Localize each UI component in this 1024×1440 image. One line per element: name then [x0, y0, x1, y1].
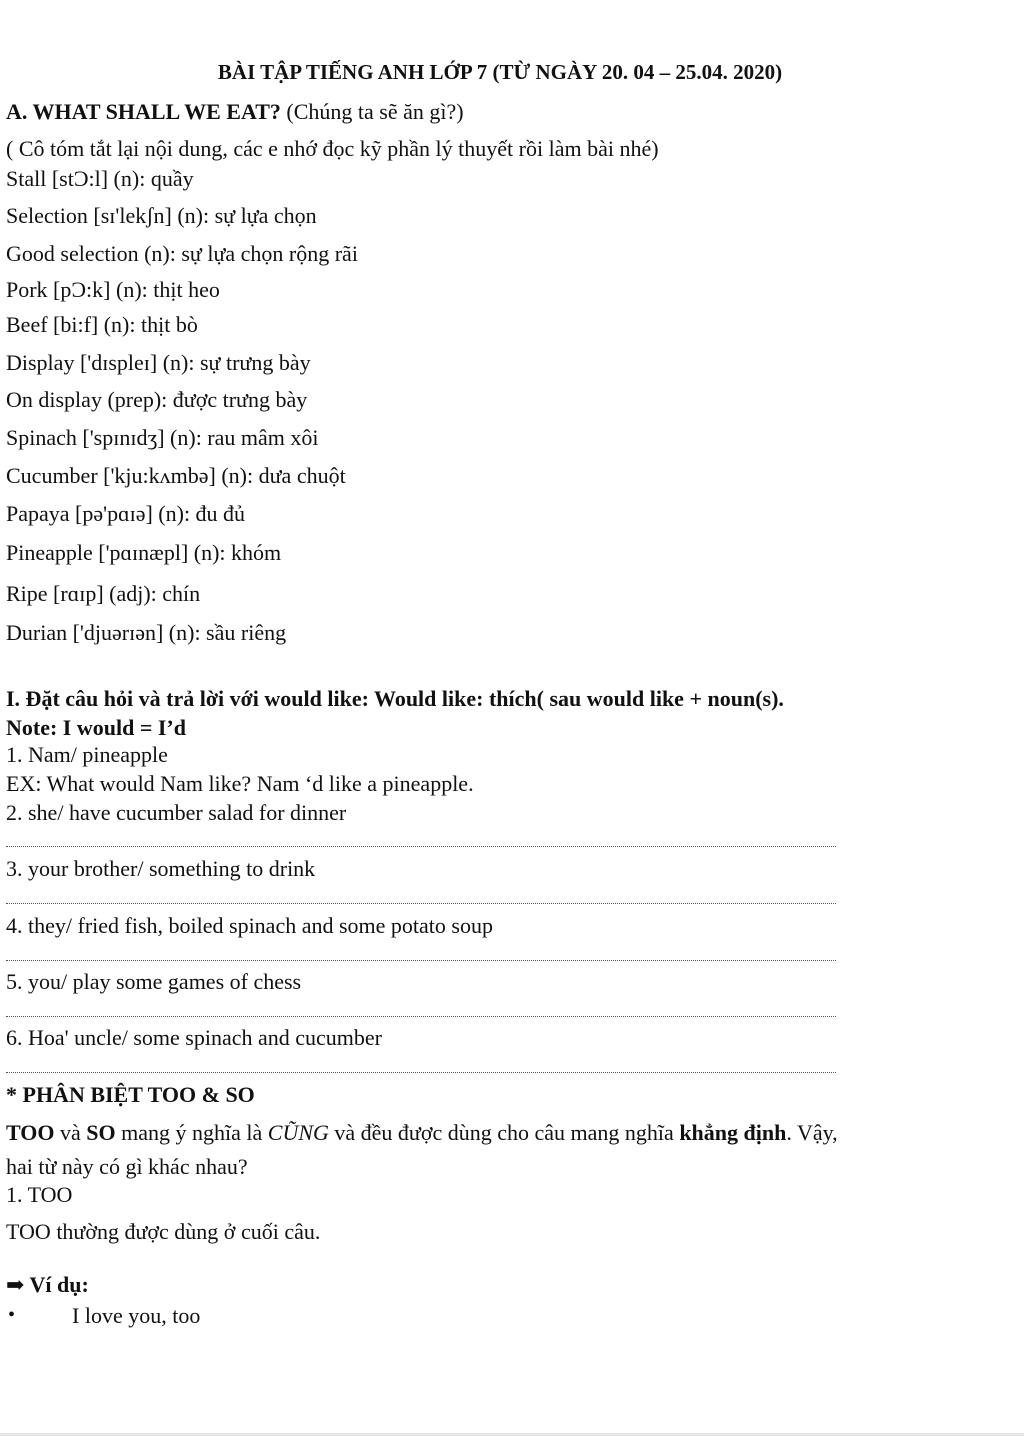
exercise-example: EX: What would Nam like? Nam ‘d like a pineapple. — [6, 771, 474, 796]
paragraph-text: . Vậy, — [786, 1120, 838, 1145]
answer-line — [6, 903, 836, 904]
vocab-item: Papaya [pə'pɑɪə] (n): đu đủ — [6, 501, 246, 526]
answer-line — [6, 960, 836, 961]
exercise-item: 6. Hoa' uncle/ some spinach and cucumber — [6, 1025, 383, 1050]
answer-line — [6, 1072, 836, 1073]
section-a-heading-text: A. WHAT SHALL WE EAT? — [6, 99, 281, 124]
exercise-item: 4. they/ fried fish, boiled spinach and some potato soup — [6, 913, 493, 938]
example-heading — [6, 1272, 89, 1298]
paragraph-text: và đều được dùng cho câu mang nghĩa — [328, 1120, 680, 1145]
exercise-heading: I. Đặt câu hỏi và trả lời với would like: Would like: thích( sau would like + noun(s). — [6, 686, 784, 711]
vocab-item: Cucumber ['kju:kʌmbə] (n): dưa chuột — [6, 463, 346, 488]
exercise-item: 2. she/ have cucumber salad for dinner — [6, 800, 347, 825]
example-label: Ví dụ: — [29, 1272, 89, 1297]
answer-line — [6, 1016, 836, 1017]
vocab-item: Beef [bi:f] (n): thịt bò — [6, 312, 198, 337]
cung-word: CŨNG — [267, 1120, 329, 1145]
vocab-item: Display ['dɪspleɪ] (n): sự trưng bày — [6, 350, 311, 375]
too-so-paragraph — [6, 1120, 838, 1146]
vocab-item: Pork [pƆ:k] (n): thịt heo — [6, 277, 220, 302]
section-a-heading-note: (Chúng ta sẽ ăn gì?) — [280, 99, 464, 124]
bottom-divider — [0, 1433, 1024, 1436]
paragraph-text: mang ý nghĩa là — [115, 1120, 268, 1145]
exercise-note: Note: I would = I’d — [6, 715, 186, 740]
right-arrow-icon: ➡ — [6, 1272, 25, 1297]
vocab-item: Ripe [rɑɪp] (adj): chín — [6, 581, 201, 606]
too-so-paragraph-cont: hai từ này có gì khác nhau? — [6, 1154, 248, 1179]
so-word: SO — [86, 1120, 116, 1145]
paragraph-text: và — [54, 1120, 87, 1145]
exercise-item: 5. you/ play some games of chess — [6, 969, 302, 994]
vocab-item: Good selection (n): sự lựa chọn rộng rãi — [6, 241, 358, 266]
khang-dinh-word: khẳng định — [679, 1120, 787, 1145]
bullet-icon: • — [8, 1304, 16, 1326]
vocab-item: On display (prep): được trưng bày — [6, 387, 308, 412]
too-word: TOO — [6, 1120, 55, 1145]
vocab-item: Stall [stƆ:l] (n): quầy — [6, 166, 194, 191]
vocab-item: Pineapple ['pɑɪnæpl] (n): khóm — [6, 540, 282, 565]
section-a-heading — [6, 99, 464, 125]
answer-line — [6, 846, 836, 847]
exercise-item: 1. Nam/ pineapple — [6, 742, 168, 767]
too-rule: TOO thường được dùng ở cuối câu. — [6, 1219, 321, 1244]
exercise-item: 3. your brother/ something to drink — [6, 856, 316, 881]
vocab-item: Spinach ['spɪnɪdʒ] (n): rau mâm xôi — [6, 425, 319, 450]
section-a-intro: ( Cô tóm tắt lại nội dung, các e nhớ đọc kỹ phần lý thuyết rồi làm bài nhé) — [6, 136, 659, 161]
too-so-heading: * PHÂN BIỆT TOO & SO — [6, 1082, 255, 1107]
example-sentence: I love you, too — [72, 1303, 201, 1328]
vocab-item: Selection [sɪ'lekʃn] (n): sự lựa chọn — [6, 203, 317, 228]
page-title: BÀI TẬP TIẾNG ANH LỚP 7 (TỪ NGÀY 20. 04 – 25.04. 2020) — [217, 60, 783, 84]
too-subheading: 1. TOO — [6, 1182, 73, 1207]
vocab-item: Durian ['djuərɪən] (n): sầu riêng — [6, 620, 287, 645]
